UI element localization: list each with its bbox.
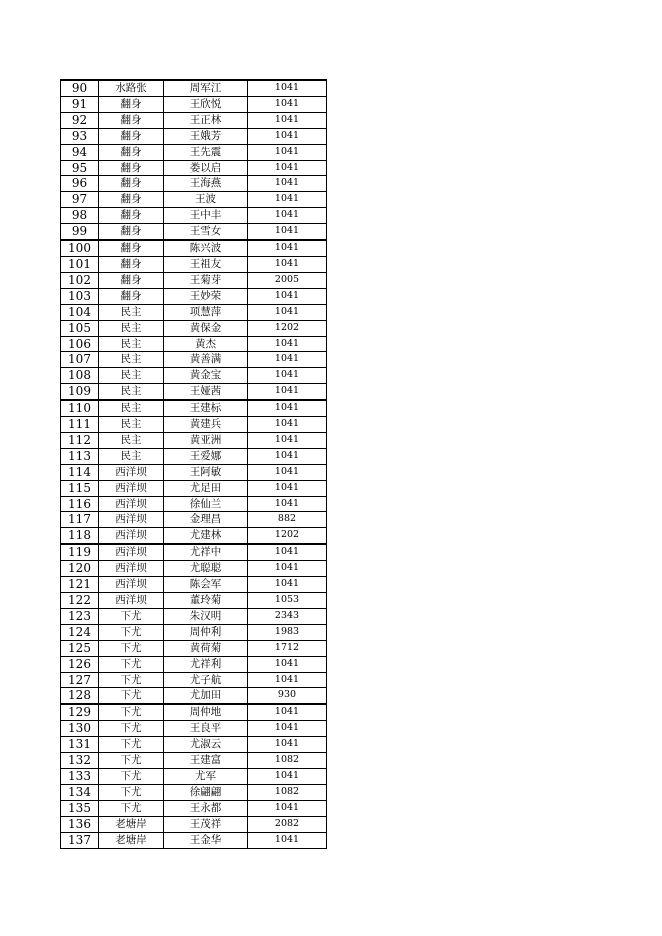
village-cell[interactable]: 翻身: [99, 192, 164, 208]
person-name-cell[interactable]: 尤足田: [164, 480, 248, 496]
village-cell[interactable]: 翻身: [99, 160, 164, 176]
row-number-cell[interactable]: 119: [61, 544, 99, 560]
row-number-cell[interactable]: 124: [61, 624, 99, 640]
table-row: [61, 464, 327, 480]
person-name-cell[interactable]: 陈兴波: [164, 240, 248, 256]
village-cell[interactable]: 下尤: [99, 656, 164, 672]
village-cell[interactable]: 翻身: [99, 240, 164, 256]
amount-cell[interactable]: 1041: [248, 112, 327, 128]
person-name-cell[interactable]: 王建富: [164, 753, 248, 769]
village-cell[interactable]: 民主: [99, 336, 164, 352]
amount-cell[interactable]: 1041: [248, 577, 327, 593]
row-number-cell[interactable]: 125: [61, 640, 99, 656]
row-number-cell[interactable]: 120: [61, 561, 99, 577]
person-name-cell[interactable]: 金理昌: [164, 512, 248, 528]
row-number-cell[interactable]: 130: [61, 721, 99, 737]
amount-cell[interactable]: 1983: [248, 624, 327, 640]
table-body: [61, 80, 327, 848]
person-name-cell[interactable]: 王永都: [164, 800, 248, 816]
table-row: [61, 288, 327, 304]
row-number-cell[interactable]: 97: [61, 192, 99, 208]
village-cell[interactable]: 下尤: [99, 608, 164, 624]
village-cell[interactable]: 西洋坝: [99, 577, 164, 593]
village-cell[interactable]: 民主: [99, 417, 164, 433]
row-number-cell[interactable]: 118: [61, 528, 99, 544]
amount-cell[interactable]: 1041: [248, 368, 327, 384]
table-row: [61, 656, 327, 672]
village-cell[interactable]: 翻身: [99, 272, 164, 288]
person-name-cell[interactable]: 董玲菊: [164, 593, 248, 609]
row-number-cell[interactable]: 94: [61, 144, 99, 160]
row-number-cell[interactable]: 103: [61, 288, 99, 304]
village-cell[interactable]: 西洋坝: [99, 528, 164, 544]
table-row: [61, 800, 327, 816]
person-name-cell[interactable]: 王祖友: [164, 256, 248, 272]
row-number-cell[interactable]: 105: [61, 320, 99, 336]
amount-cell[interactable]: 1041: [248, 800, 327, 816]
amount-cell[interactable]: 1082: [248, 753, 327, 769]
amount-cell[interactable]: 1041: [248, 432, 327, 448]
amount-cell[interactable]: 1041: [248, 96, 327, 112]
amount-cell[interactable]: 1041: [248, 288, 327, 304]
amount-cell[interactable]: 930: [248, 688, 327, 704]
table-row: [61, 544, 327, 560]
village-cell[interactable]: 民主: [99, 384, 164, 400]
person-name-cell[interactable]: 王海燕: [164, 176, 248, 192]
village-cell[interactable]: 下尤: [99, 704, 164, 720]
row-number-cell[interactable]: 127: [61, 672, 99, 688]
person-name-cell[interactable]: 王爱娜: [164, 448, 248, 464]
table-row: [61, 593, 327, 609]
table-row: [61, 608, 327, 624]
amount-cell[interactable]: 1082: [248, 784, 327, 800]
table-row: [61, 208, 327, 224]
table-row: [61, 753, 327, 769]
village-cell[interactable]: 西洋坝: [99, 561, 164, 577]
table-row: [61, 176, 327, 192]
table-row: [61, 704, 327, 720]
row-number-cell[interactable]: 96: [61, 176, 99, 192]
row-number-cell[interactable]: 113: [61, 448, 99, 464]
village-cell[interactable]: 翻身: [99, 224, 164, 240]
row-number-cell[interactable]: 136: [61, 816, 99, 832]
person-name-cell[interactable]: 王妙荣: [164, 288, 248, 304]
amount-cell[interactable]: 2082: [248, 816, 327, 832]
person-name-cell[interactable]: 王良平: [164, 721, 248, 737]
amount-cell[interactable]: 1041: [248, 832, 327, 848]
amount-cell[interactable]: 1041: [248, 544, 327, 560]
amount-cell[interactable]: 1202: [248, 320, 327, 336]
person-name-cell[interactable]: 周仲利: [164, 624, 248, 640]
table-row: [61, 417, 327, 433]
row-number-cell[interactable]: 115: [61, 480, 99, 496]
row-number-cell[interactable]: 107: [61, 352, 99, 368]
amount-cell[interactable]: 1041: [248, 768, 327, 784]
person-name-cell[interactable]: 王菊芽: [164, 272, 248, 288]
village-cell[interactable]: 翻身: [99, 112, 164, 128]
row-number-cell[interactable]: 98: [61, 208, 99, 224]
table-row: [61, 832, 327, 848]
village-cell[interactable]: 西洋坝: [99, 512, 164, 528]
table-row: [61, 240, 327, 256]
village-cell[interactable]: 翻身: [99, 208, 164, 224]
row-number-cell[interactable]: 99: [61, 224, 99, 240]
village-cell[interactable]: 民主: [99, 320, 164, 336]
person-name-cell[interactable]: 王建标: [164, 400, 248, 416]
amount-cell[interactable]: 1041: [248, 208, 327, 224]
amount-cell[interactable]: 1041: [248, 352, 327, 368]
person-name-cell[interactable]: 王茂祥: [164, 816, 248, 832]
amount-cell[interactable]: 1041: [248, 561, 327, 577]
amount-cell[interactable]: 1041: [248, 480, 327, 496]
person-name-cell[interactable]: 徐翩翩: [164, 784, 248, 800]
row-number-cell[interactable]: 121: [61, 577, 99, 593]
spreadsheet-table: [60, 79, 327, 849]
person-name-cell[interactable]: 王娥芳: [164, 128, 248, 144]
table-row: [61, 112, 327, 128]
person-name-cell[interactable]: 王欣悦: [164, 96, 248, 112]
table-row: [61, 224, 327, 240]
village-cell[interactable]: 民主: [99, 304, 164, 320]
row-number-cell[interactable]: 117: [61, 512, 99, 528]
amount-cell[interactable]: 1041: [248, 224, 327, 240]
person-name-cell[interactable]: 徐仙兰: [164, 496, 248, 512]
person-name-cell[interactable]: 黄荷菊: [164, 640, 248, 656]
amount-cell[interactable]: 1041: [248, 336, 327, 352]
village-cell[interactable]: 翻身: [99, 288, 164, 304]
table-row: [61, 384, 327, 400]
village-cell[interactable]: 西洋坝: [99, 593, 164, 609]
person-name-cell[interactable]: 黄保金: [164, 320, 248, 336]
village-cell[interactable]: 翻身: [99, 96, 164, 112]
amount-cell[interactable]: 1041: [248, 304, 327, 320]
table-row: [61, 480, 327, 496]
village-cell[interactable]: 下尤: [99, 721, 164, 737]
table-row: [61, 432, 327, 448]
table-row: [61, 128, 327, 144]
row-number-cell[interactable]: 106: [61, 336, 99, 352]
table-row: [61, 721, 327, 737]
amount-cell[interactable]: 1041: [248, 672, 327, 688]
amount-cell[interactable]: 1041: [248, 192, 327, 208]
table-row: [61, 368, 327, 384]
row-number-cell[interactable]: 132: [61, 753, 99, 769]
person-name-cell[interactable]: 尤淑云: [164, 737, 248, 753]
amount-cell[interactable]: 1041: [248, 128, 327, 144]
village-cell[interactable]: 下尤: [99, 737, 164, 753]
row-number-cell[interactable]: 102: [61, 272, 99, 288]
village-cell[interactable]: 翻身: [99, 128, 164, 144]
table-row: [61, 768, 327, 784]
village-cell[interactable]: 民主: [99, 400, 164, 416]
amount-cell[interactable]: 1041: [248, 240, 327, 256]
person-name-cell[interactable]: 尤建林: [164, 528, 248, 544]
row-number-cell[interactable]: 129: [61, 704, 99, 720]
village-cell[interactable]: 西洋坝: [99, 464, 164, 480]
person-name-cell[interactable]: 王娅茜: [164, 384, 248, 400]
village-cell[interactable]: 民主: [99, 432, 164, 448]
village-cell[interactable]: 翻身: [99, 256, 164, 272]
row-number-cell[interactable]: 123: [61, 608, 99, 624]
village-cell[interactable]: 下尤: [99, 784, 164, 800]
amount-cell[interactable]: 1041: [248, 656, 327, 672]
village-cell[interactable]: 老塘岸: [99, 832, 164, 848]
amount-cell[interactable]: 1041: [248, 417, 327, 433]
amount-cell[interactable]: 1041: [248, 464, 327, 480]
village-cell[interactable]: 老塘岸: [99, 816, 164, 832]
table-row: [61, 192, 327, 208]
table-row: [61, 272, 327, 288]
row-number-cell[interactable]: 101: [61, 256, 99, 272]
person-name-cell[interactable]: 娄以启: [164, 160, 248, 176]
table-row: [61, 352, 327, 368]
table-row: [61, 496, 327, 512]
person-name-cell[interactable]: 尤祥利: [164, 656, 248, 672]
row-number-cell[interactable]: 104: [61, 304, 99, 320]
amount-cell[interactable]: 2343: [248, 608, 327, 624]
row-number-cell[interactable]: 133: [61, 768, 99, 784]
table-row: [61, 144, 327, 160]
row-number-cell[interactable]: 122: [61, 593, 99, 609]
table-row: [61, 737, 327, 753]
table-row: [61, 256, 327, 272]
person-name-cell[interactable]: 王阿敏: [164, 464, 248, 480]
person-name-cell[interactable]: 黄杰: [164, 336, 248, 352]
amount-cell[interactable]: 1041: [248, 144, 327, 160]
row-number-cell[interactable]: 91: [61, 96, 99, 112]
table-row: [61, 688, 327, 704]
village-cell[interactable]: 民主: [99, 368, 164, 384]
table-row: [61, 160, 327, 176]
amount-cell[interactable]: 882: [248, 512, 327, 528]
village-cell[interactable]: 下尤: [99, 800, 164, 816]
row-number-cell[interactable]: 116: [61, 496, 99, 512]
amount-cell[interactable]: 1041: [248, 256, 327, 272]
row-number-cell[interactable]: 92: [61, 112, 99, 128]
person-name-cell[interactable]: 尤军: [164, 768, 248, 784]
row-number-cell[interactable]: 137: [61, 832, 99, 848]
row-number-cell[interactable]: 134: [61, 784, 99, 800]
table-row: [61, 640, 327, 656]
row-number-cell[interactable]: 112: [61, 432, 99, 448]
amount-cell[interactable]: 1041: [248, 448, 327, 464]
person-name-cell[interactable]: 朱汉明: [164, 608, 248, 624]
row-number-cell[interactable]: 131: [61, 737, 99, 753]
amount-cell[interactable]: 1053: [248, 593, 327, 609]
amount-cell[interactable]: 1041: [248, 384, 327, 400]
person-name-cell[interactable]: 王先震: [164, 144, 248, 160]
row-number-cell[interactable]: 126: [61, 656, 99, 672]
table-row: [61, 561, 327, 577]
amount-cell[interactable]: 1041: [248, 496, 327, 512]
row-number-cell[interactable]: 110: [61, 400, 99, 416]
table-row: [61, 624, 327, 640]
person-name-cell[interactable]: 黄善满: [164, 352, 248, 368]
village-cell[interactable]: 民主: [99, 448, 164, 464]
village-cell[interactable]: 水路张: [99, 80, 164, 96]
row-number-cell[interactable]: 90: [61, 80, 99, 96]
person-name-cell[interactable]: 周军江: [164, 80, 248, 96]
row-number-cell[interactable]: 109: [61, 384, 99, 400]
village-cell[interactable]: 下尤: [99, 624, 164, 640]
person-name-cell[interactable]: 黄亚洲: [164, 432, 248, 448]
village-cell[interactable]: 下尤: [99, 640, 164, 656]
person-name-cell[interactable]: 陈会军: [164, 577, 248, 593]
person-name-cell[interactable]: 黄金宝: [164, 368, 248, 384]
amount-cell[interactable]: 1041: [248, 160, 327, 176]
table-row: [61, 448, 327, 464]
village-cell[interactable]: 翻身: [99, 144, 164, 160]
person-name-cell[interactable]: 尤子航: [164, 672, 248, 688]
person-name-cell[interactable]: 王波: [164, 192, 248, 208]
row-number-cell[interactable]: 114: [61, 464, 99, 480]
table-row: [61, 528, 327, 544]
person-name-cell[interactable]: 尤祥中: [164, 544, 248, 560]
table-row: [61, 80, 327, 96]
amount-cell[interactable]: 1202: [248, 528, 327, 544]
amount-cell[interactable]: 1041: [248, 704, 327, 720]
amount-cell[interactable]: 1041: [248, 400, 327, 416]
table-row: [61, 320, 327, 336]
person-name-cell[interactable]: 王中丰: [164, 208, 248, 224]
amount-cell[interactable]: 1041: [248, 80, 327, 96]
village-cell[interactable]: 西洋坝: [99, 480, 164, 496]
person-name-cell[interactable]: 黄建兵: [164, 417, 248, 433]
village-cell[interactable]: 民主: [99, 352, 164, 368]
village-cell[interactable]: 下尤: [99, 768, 164, 784]
person-name-cell[interactable]: 王正林: [164, 112, 248, 128]
amount-cell[interactable]: 1041: [248, 737, 327, 753]
row-number-cell[interactable]: 100: [61, 240, 99, 256]
amount-cell[interactable]: 1712: [248, 640, 327, 656]
row-number-cell[interactable]: 135: [61, 800, 99, 816]
row-number-cell[interactable]: 111: [61, 417, 99, 433]
table-row: [61, 336, 327, 352]
row-number-cell[interactable]: 108: [61, 368, 99, 384]
row-number-cell[interactable]: 95: [61, 160, 99, 176]
village-cell[interactable]: 下尤: [99, 753, 164, 769]
table-row: [61, 577, 327, 593]
amount-cell[interactable]: 1041: [248, 721, 327, 737]
person-name-cell[interactable]: 周仲地: [164, 704, 248, 720]
row-number-cell[interactable]: 128: [61, 688, 99, 704]
table-row: [61, 672, 327, 688]
amount-cell[interactable]: 2005: [248, 272, 327, 288]
person-name-cell[interactable]: 项慧萍: [164, 304, 248, 320]
table-row: [61, 304, 327, 320]
table-row: [61, 512, 327, 528]
row-number-cell[interactable]: 93: [61, 128, 99, 144]
person-name-cell[interactable]: 尤加田: [164, 688, 248, 704]
table-row: [61, 400, 327, 416]
table-row: [61, 816, 327, 832]
village-cell[interactable]: 下尤: [99, 672, 164, 688]
village-cell[interactable]: 翻身: [99, 176, 164, 192]
amount-cell[interactable]: 1041: [248, 176, 327, 192]
village-cell[interactable]: 西洋坝: [99, 544, 164, 560]
person-name-cell[interactable]: 王雪女: [164, 224, 248, 240]
village-cell[interactable]: 下尤: [99, 688, 164, 704]
table-row: [61, 96, 327, 112]
person-name-cell[interactable]: 尤聪聪: [164, 561, 248, 577]
table-row: [61, 784, 327, 800]
person-name-cell[interactable]: 王金华: [164, 832, 248, 848]
village-cell[interactable]: 西洋坝: [99, 496, 164, 512]
